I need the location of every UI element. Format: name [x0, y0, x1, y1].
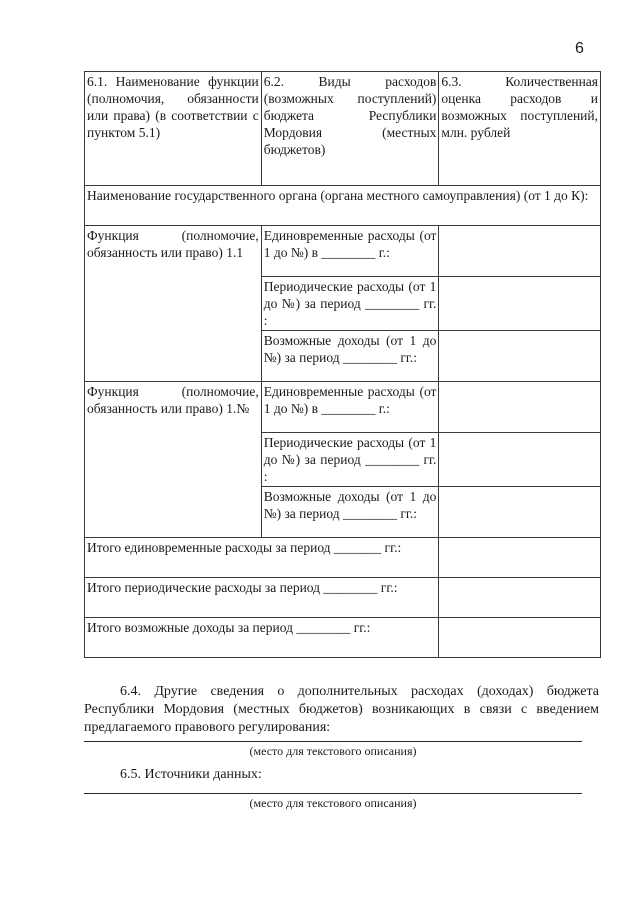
value-cell: [439, 487, 601, 538]
total-row: [85, 578, 601, 618]
total-row: [85, 618, 601, 658]
header-function-name: 6.1. Наименование функции (полномочия, обязанности или права) (в соответствии с пунктом 5.1): [85, 72, 262, 186]
header-quantitative-estimate: 6.3. Количественная оценка расходов и возможных поступлений, млн. рублей: [439, 72, 601, 186]
value-cell: [439, 226, 601, 277]
value-cell: [439, 618, 601, 658]
total-row: [85, 538, 601, 578]
text-description-caption: (место для текстового описания): [249, 744, 417, 758]
possible-income-cell: Возможные доходы (от 1 до №) за период ________ гг.:: [261, 331, 439, 382]
function-label-cell: Функция (полномочие, обязанность или право) 1.1: [85, 226, 262, 382]
total-periodic-cell: Итого периодические расходы за период ________ гг.:: [85, 578, 439, 618]
periodic-expenses-cell: Периодические расходы (от 1 до №) за период ________ гг. :: [261, 277, 439, 331]
total-one-time-cell: Итого единовременные расходы за период _______ гг.:: [85, 538, 439, 578]
text-description-line: [84, 793, 582, 794]
table-row: [85, 382, 601, 433]
possible-income-cell: Возможные доходы (от 1 до №) за период ________ гг.:: [261, 487, 439, 538]
value-cell: [439, 277, 601, 331]
value-cell: [439, 382, 601, 433]
value-cell: [439, 433, 601, 487]
value-cell: [439, 331, 601, 382]
section-6-5-paragraph: 6.5. Источники данных:: [120, 767, 262, 782]
table-header-row: [85, 72, 601, 186]
section-6-4-paragraph: 6.4. Другие сведения о дополнительных расходах (доходах) бюджета Республики Мордовия (местных бюджетов) возникающих в связи с введением предлагаемого правового регулирования:: [84, 684, 599, 735]
org-name-row: [85, 186, 601, 226]
expenses-table: [84, 71, 601, 658]
header-expense-types: 6.2. Виды расходов (возможных поступлений) бюджета Республики Мордовия (местных бюджетов): [261, 72, 439, 186]
table-row: [85, 226, 601, 277]
page-number: 6: [575, 40, 584, 57]
value-cell: [439, 578, 601, 618]
function-label-cell: Функция (полномочие, обязанность или право) 1.№: [85, 382, 262, 538]
value-cell: [439, 538, 601, 578]
one-time-expenses-cell: Единовременные расходы (от 1 до №) в ________ г.:: [261, 226, 439, 277]
total-income-cell: Итого возможные доходы за период ________ гг.:: [85, 618, 439, 658]
text-description-line: [84, 741, 582, 742]
text-description-caption: (место для текстового описания): [249, 796, 417, 810]
one-time-expenses-cell: Единовременные расходы (от 1 до №) в ________ г.:: [261, 382, 439, 433]
org-name-cell: Наименование государственного органа (органа местного самоуправления) (от 1 до К):: [85, 186, 601, 226]
periodic-expenses-cell: Периодические расходы (от 1 до №) за период ________ гг. :: [261, 433, 439, 487]
